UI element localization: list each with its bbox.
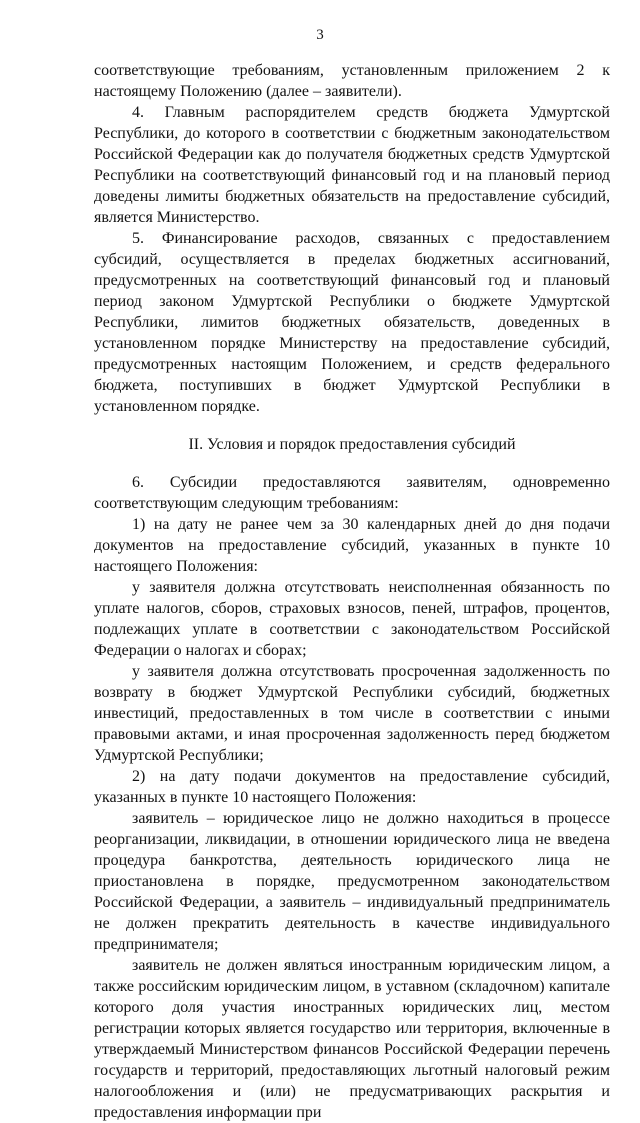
paragraph-6-item-1-debt: у заявителя должна отсутствовать просроченная задолженность по возврату в бюджет Удмуртской Республики субсидий, бюджетных инвестиций, предоставленных в том числе в соответствии с иными правовыми актами, и иная просроченная задолженность перед бюджетом Удмуртской Республики;: [94, 663, 610, 764]
paragraph-continuation: соответствующие требованиям, установленным приложением 2 к настоящему Положению (далее – заявители).: [94, 62, 610, 100]
paragraph-6-item-2-foreign: заявитель не должен являться иностранным юридическим лицом, а также российским юридическим лицом, в уставном (складочном) капитале которого доля участия иностранных юридических лиц, местом регистрации которых является государство или территория, включенные в утверждаемый Министерством финансов Российской Федерации перечень государств и территорий, предоставляющих льготный налоговый режим налогообложения и (или) не предусматривающих раскрытия и предоставления информации при: [94, 957, 610, 1121]
paragraph-6-item-1: 1) на дату не ранее чем за 30 календарных дней до дня подачи документов на предоставление субсидий, указанных в пункте 10 настоящего Положения:: [94, 516, 610, 575]
section-heading: II. Условия и порядок предоставления субсидий: [188, 436, 516, 453]
document-body: [94, 60, 610, 1123]
paragraph-5: 5. Финансирование расходов, связанных с предоставлением субсидий, осуществляется в пределах бюджетных ассигнований, предусмотренных на соответствующий финансовый год и плановый период законом Удмуртской Республики о бюджете Удмуртской Республики, лимитов бюджетных обязательств, доведенных в установленном порядке Министерству на предоставление субсидий, предусмотренных настоящим Положением, и средств федерального бюджета, поступивших в бюджет Удмуртской Республики в установленном порядке.: [94, 230, 610, 415]
paragraph-6: 6. Субсидии предоставляются заявителям, одновременно соответствующим следующим требованиям:: [94, 474, 610, 512]
paragraph-4: 4. Главным распорядителем средств бюджета Удмуртской Республики, до которого в соответствии с бюджетным законодательством Российской Федерации как до получателя бюджетных средств Удмуртской Республики на соответствующий финансовый год и на плановый период доведены лимиты бюджетных обязательств на предоставление субсидий, является Министерство.: [94, 104, 610, 226]
page-number: 3: [316, 27, 324, 43]
paragraph-6-item-1-tax: у заявителя должна отсутствовать неисполненная обязанность по уплате налогов, сборов, страховых взносов, пеней, штрафов, процентов, подлежащих уплате в соответствии с законодательством Российской Федерации о налогах и сборах;: [94, 579, 610, 659]
paragraph-6-item-2-reorganization: заявитель – юридическое лицо не должно находиться в процессе реорганизации, ликвидации, в отношении юридического лица не введена процедура банкротства, деятельность юридического лица не приостановлена в порядке, предусмотренном законодательством Российской Федерации, а заявитель – индивидуальный предприниматель не должен прекратить деятельность в качестве индивидуального предпринимателя;: [94, 810, 610, 953]
paragraph-6-item-2: 2) на дату подачи документов на предоставление субсидий, указанных в пункте 10 настоящего Положения:: [94, 768, 610, 806]
